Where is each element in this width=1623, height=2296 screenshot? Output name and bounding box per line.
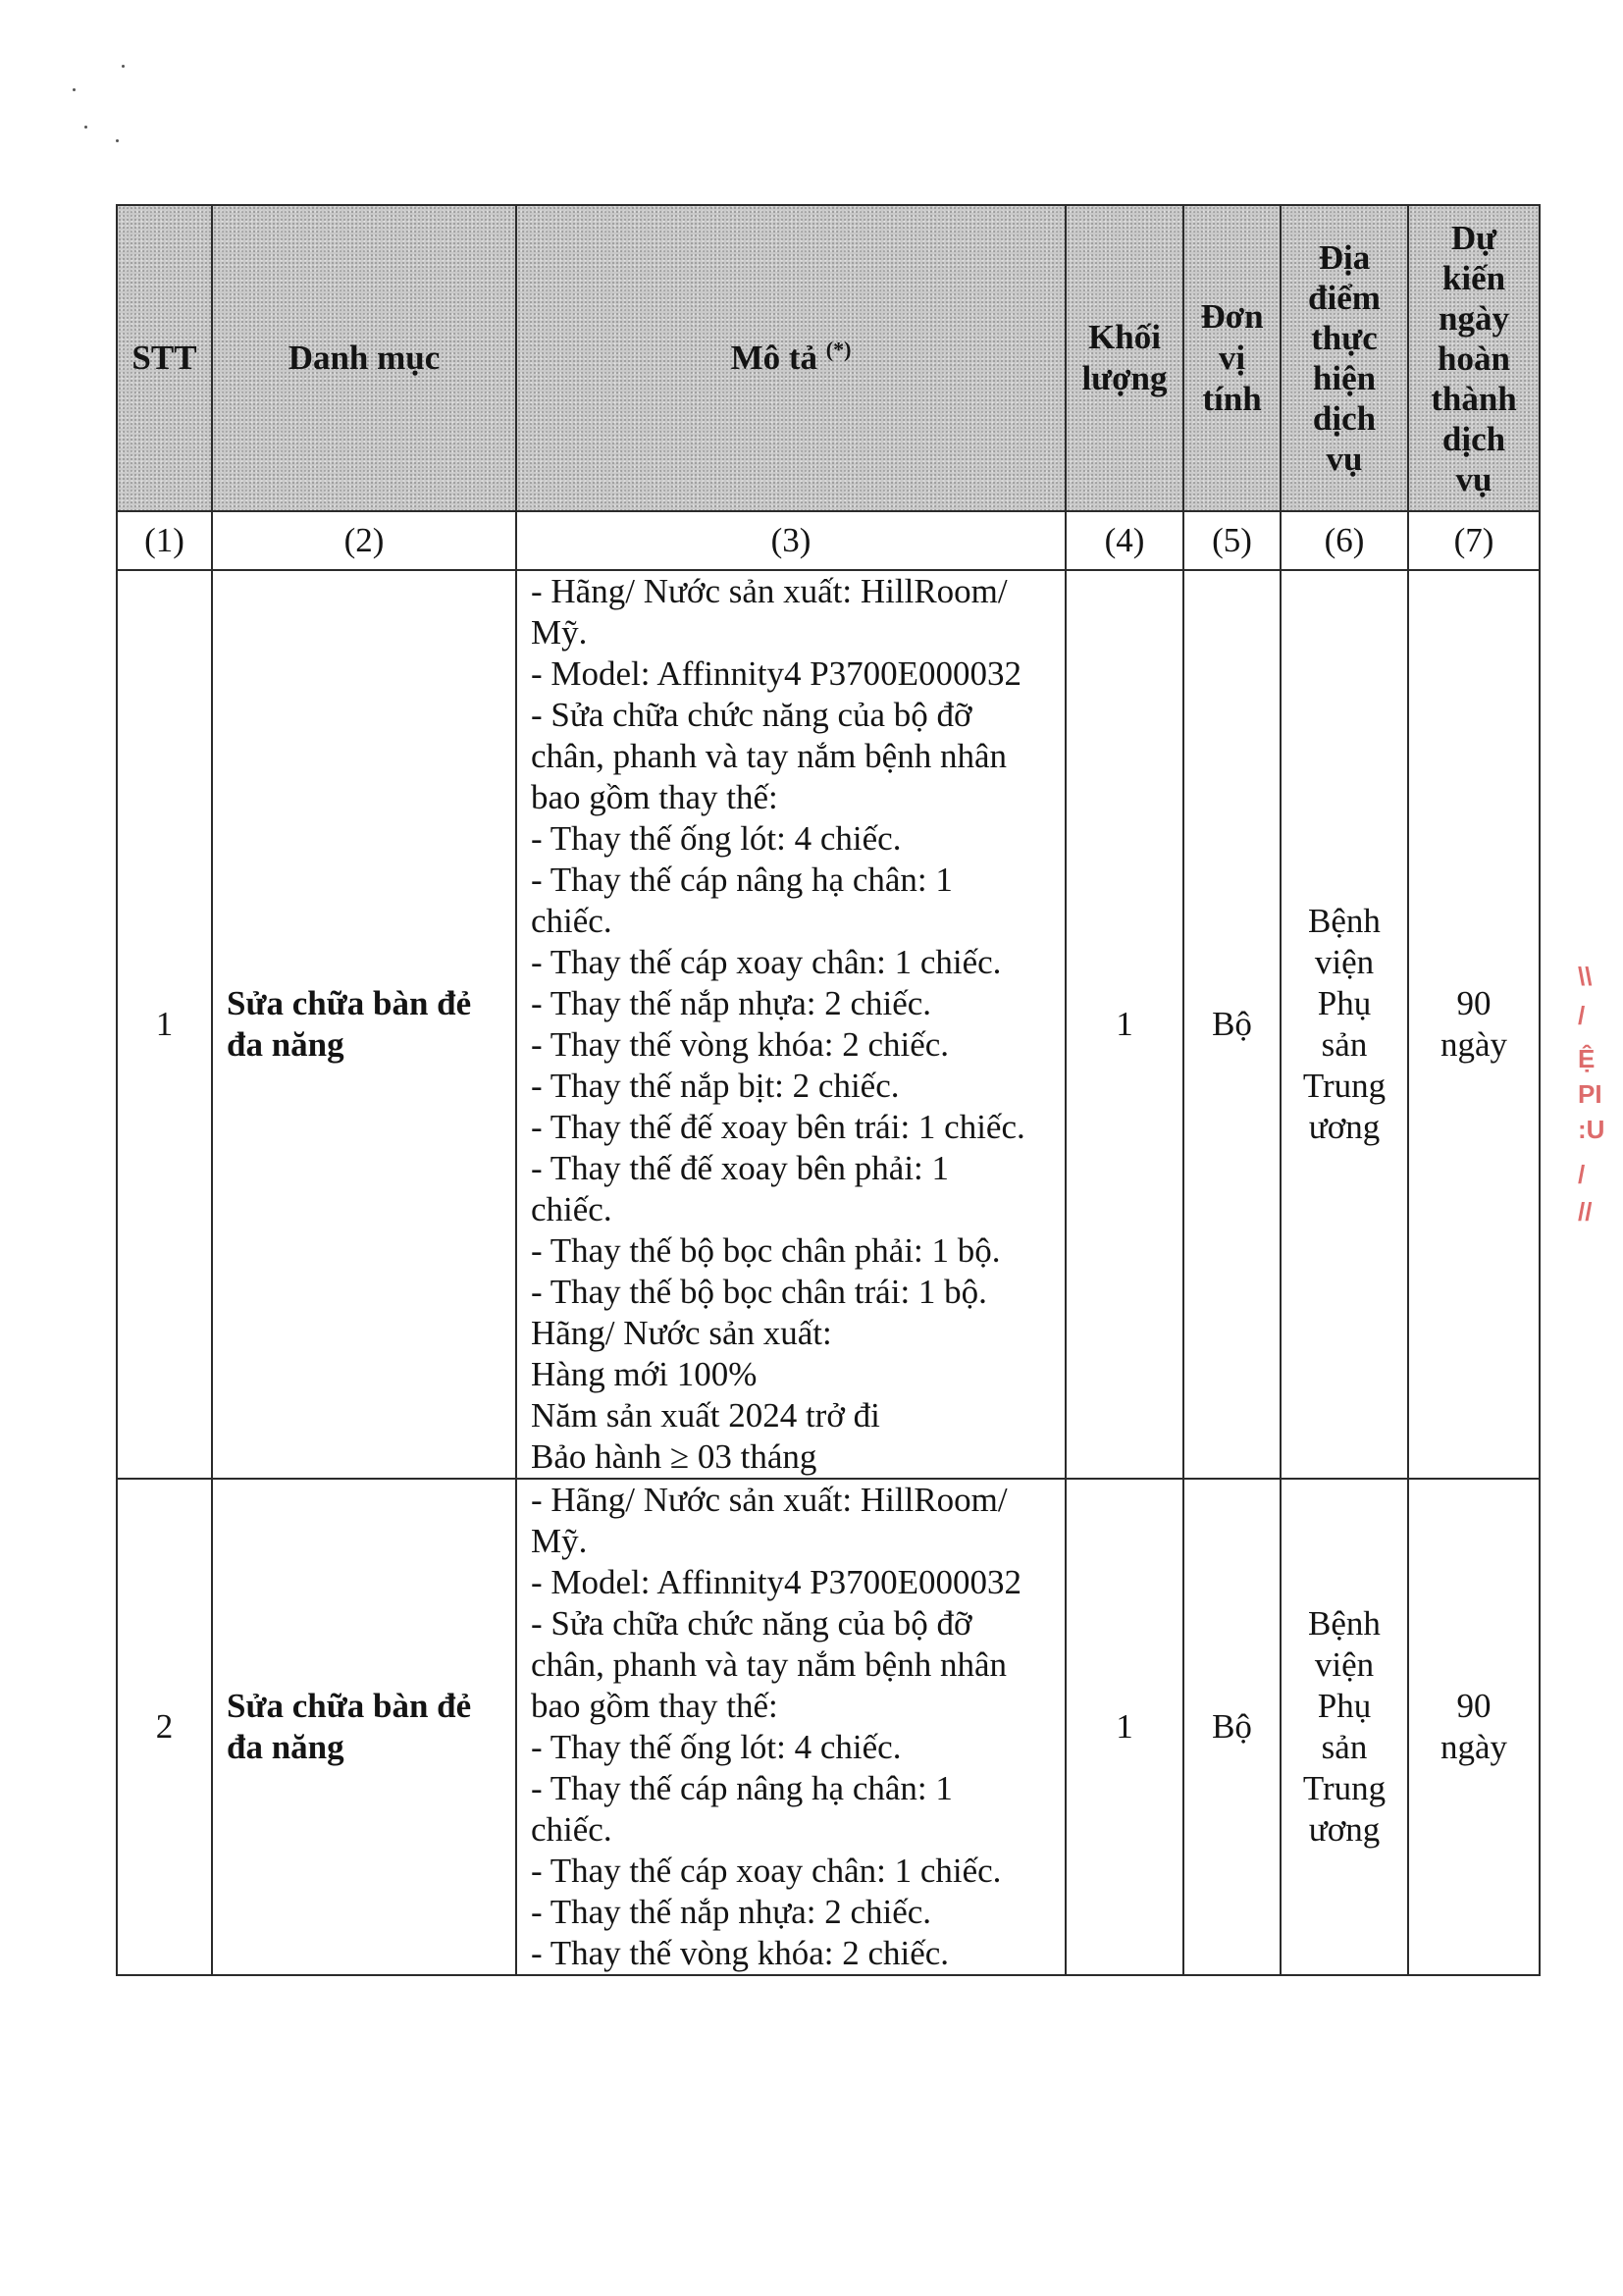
header-completion xyxy=(1408,205,1540,511)
text-line: - Thay thế đế xoay bên phải: 1 xyxy=(531,1149,950,1187)
text-line: Bảo hành ≥ 03 tháng xyxy=(531,1437,817,1476)
row-description xyxy=(516,570,1066,1479)
text-line: Sửa chữa bàn đẻ xyxy=(227,984,472,1022)
header-quantity xyxy=(1066,205,1183,511)
text-line: Mỹ. xyxy=(531,1522,588,1560)
text-line: lượng xyxy=(1081,359,1168,397)
column-number: (6) xyxy=(1281,511,1408,570)
text-line: Sửa chữa bàn đẻ xyxy=(227,1687,472,1725)
text-line: bao gồm thay thế: xyxy=(531,778,778,816)
text-line: Năm sản xuất 2024 trở đi xyxy=(531,1396,880,1435)
text-line: Mỹ. xyxy=(531,613,588,652)
text-line: chiếc. xyxy=(531,902,612,940)
text-line: chân, phanh và tay nắm bệnh nhân xyxy=(531,1645,1007,1684)
row-category xyxy=(212,1479,516,1975)
text-line: ngày xyxy=(1440,1025,1508,1064)
text-line: điểm xyxy=(1308,279,1381,317)
scan-speck xyxy=(84,126,87,129)
row-stt: 1 xyxy=(117,570,212,1479)
text-line: - Thay thế vòng khóa: 2 chiếc. xyxy=(531,1025,950,1064)
text-line: vị xyxy=(1218,339,1246,377)
row-description xyxy=(516,1479,1066,1975)
row-unit: Bộ xyxy=(1183,570,1281,1479)
text-line: thực xyxy=(1311,319,1378,357)
text-line: kiến xyxy=(1441,258,1506,297)
stamp-text: :U xyxy=(1578,1115,1605,1144)
text-line: - Thay thế cáp nâng hạ chân: 1 xyxy=(531,1769,953,1807)
text-line: tính xyxy=(1202,380,1262,418)
text-line: - Thay thế cáp xoay chân: 1 chiếc. xyxy=(531,943,1002,981)
text-line: 90 xyxy=(1456,1687,1492,1725)
text-line: sản xyxy=(1321,1025,1368,1064)
text-line: - Thay thế đế xoay bên trái: 1 chiếc. xyxy=(531,1108,1025,1146)
header-location xyxy=(1281,205,1408,511)
table-row xyxy=(117,570,1540,1479)
text-line: ương xyxy=(1308,1810,1381,1849)
column-number: (7) xyxy=(1408,511,1540,570)
text-line: đa năng xyxy=(227,1728,344,1766)
column-number: (5) xyxy=(1183,511,1281,570)
text-line: Dự xyxy=(1450,218,1497,257)
text-line: vụ xyxy=(1326,440,1363,478)
row-location xyxy=(1281,570,1408,1479)
column-number: (2) xyxy=(212,511,516,570)
text-line: Trung xyxy=(1302,1067,1387,1105)
header-category: Danh mục xyxy=(212,205,516,511)
text-line: Phụ xyxy=(1317,984,1372,1022)
service-table xyxy=(116,204,1541,1976)
row-stt: 2 xyxy=(117,1479,212,1975)
text-line: Địa xyxy=(1318,238,1371,277)
scan-speck xyxy=(73,88,76,91)
text-line: Hãng/ Nước sản xuất: xyxy=(531,1314,832,1352)
header-description-footnote: (*) xyxy=(825,337,852,362)
text-line: - Thay thế nắp nhựa: 2 chiếc. xyxy=(531,984,932,1022)
text-line: - Thay thế ống lót: 4 chiếc. xyxy=(531,1728,902,1766)
text-line: - Thay thế cáp xoay chân: 1 chiếc. xyxy=(531,1852,1002,1890)
scan-speck xyxy=(116,139,119,142)
text-line: - Hãng/ Nước sản xuất: HillRoom/ xyxy=(531,572,1008,610)
row-quantity: 1 xyxy=(1066,1479,1183,1975)
text-line: - Thay thế nắp nhựa: 2 chiếc. xyxy=(531,1893,932,1931)
header-row xyxy=(117,205,1540,511)
text-line: - Sửa chữa chức năng của bộ đỡ xyxy=(531,1604,972,1643)
row-unit: Bộ xyxy=(1183,1479,1281,1975)
text-line: - Sửa chữa chức năng của bộ đỡ xyxy=(531,696,972,734)
text-line: Hàng mới 100% xyxy=(531,1355,758,1393)
text-line: ương xyxy=(1308,1108,1381,1146)
row-category xyxy=(212,570,516,1479)
text-line: viện xyxy=(1314,1645,1375,1684)
text-line: - Hãng/ Nước sản xuất: HillRoom/ xyxy=(531,1481,1008,1519)
column-number: (1) xyxy=(117,511,212,570)
column-number-row xyxy=(117,511,1540,570)
text-line: Phụ xyxy=(1317,1687,1372,1725)
header-unit xyxy=(1183,205,1281,511)
text-line: viện xyxy=(1314,943,1375,981)
text-line: sản xyxy=(1321,1728,1368,1766)
row-location xyxy=(1281,1479,1408,1975)
stamp-text: / xyxy=(1578,1160,1586,1189)
stamp-text: // xyxy=(1578,1197,1593,1226)
text-line: Khối xyxy=(1088,318,1161,356)
text-line: - Model: Affinnity4 P3700E000032 xyxy=(531,1563,1022,1601)
text-line: đa năng xyxy=(227,1025,344,1064)
text-line: - Thay thế bộ bọc chân trái: 1 bộ. xyxy=(531,1273,987,1311)
text-line: dịch xyxy=(1312,399,1377,438)
text-line: - Thay thế nắp bịt: 2 chiếc. xyxy=(531,1067,900,1105)
stamp-text: PI xyxy=(1578,1079,1602,1109)
row-quantity: 1 xyxy=(1066,570,1183,1479)
header-stt: STT xyxy=(117,205,212,511)
row-completion xyxy=(1408,1479,1540,1975)
stamp-text: Ệ xyxy=(1578,1044,1596,1073)
text-line: hiện xyxy=(1312,359,1377,397)
text-line: chân, phanh và tay nắm bệnh nhân xyxy=(531,737,1007,775)
text-line: - Thay thế vòng khóa: 2 chiếc. xyxy=(531,1934,950,1972)
text-line: bao gồm thay thế: xyxy=(531,1687,778,1725)
text-line: - Model: Affinnity4 P3700E000032 xyxy=(531,654,1022,693)
red-stamp-fragment xyxy=(1572,962,1611,1256)
text-line: dịch xyxy=(1441,419,1506,458)
table-row xyxy=(117,1479,1540,1975)
text-line: vụ xyxy=(1455,459,1492,498)
text-line: chiếc. xyxy=(531,1190,612,1228)
text-line: thành xyxy=(1431,379,1517,418)
row-completion xyxy=(1408,570,1540,1479)
text-line: Bệnh xyxy=(1308,1604,1381,1643)
text-line: 90 xyxy=(1456,984,1492,1022)
header-description: Mô tả (*) xyxy=(516,205,1066,511)
text-line: Đơn xyxy=(1200,297,1264,336)
column-number: (4) xyxy=(1066,511,1183,570)
text-line: Trung xyxy=(1302,1769,1387,1807)
scan-speck xyxy=(122,65,125,68)
stamp-text: / xyxy=(1578,1001,1586,1030)
text-line: hoàn xyxy=(1438,339,1510,378)
text-line: ngày xyxy=(1439,298,1509,338)
stamp-text: \\ xyxy=(1578,962,1593,991)
text-line: Bệnh xyxy=(1308,902,1381,940)
text-line: chiếc. xyxy=(531,1810,612,1849)
column-number: (3) xyxy=(516,511,1066,570)
text-line: - Thay thế cáp nâng hạ chân: 1 xyxy=(531,861,953,899)
text-line: - Thay thế bộ bọc chân phải: 1 bộ. xyxy=(531,1231,1001,1270)
text-line: - Thay thế ống lót: 4 chiếc. xyxy=(531,819,902,858)
text-line: ngày xyxy=(1440,1728,1508,1766)
